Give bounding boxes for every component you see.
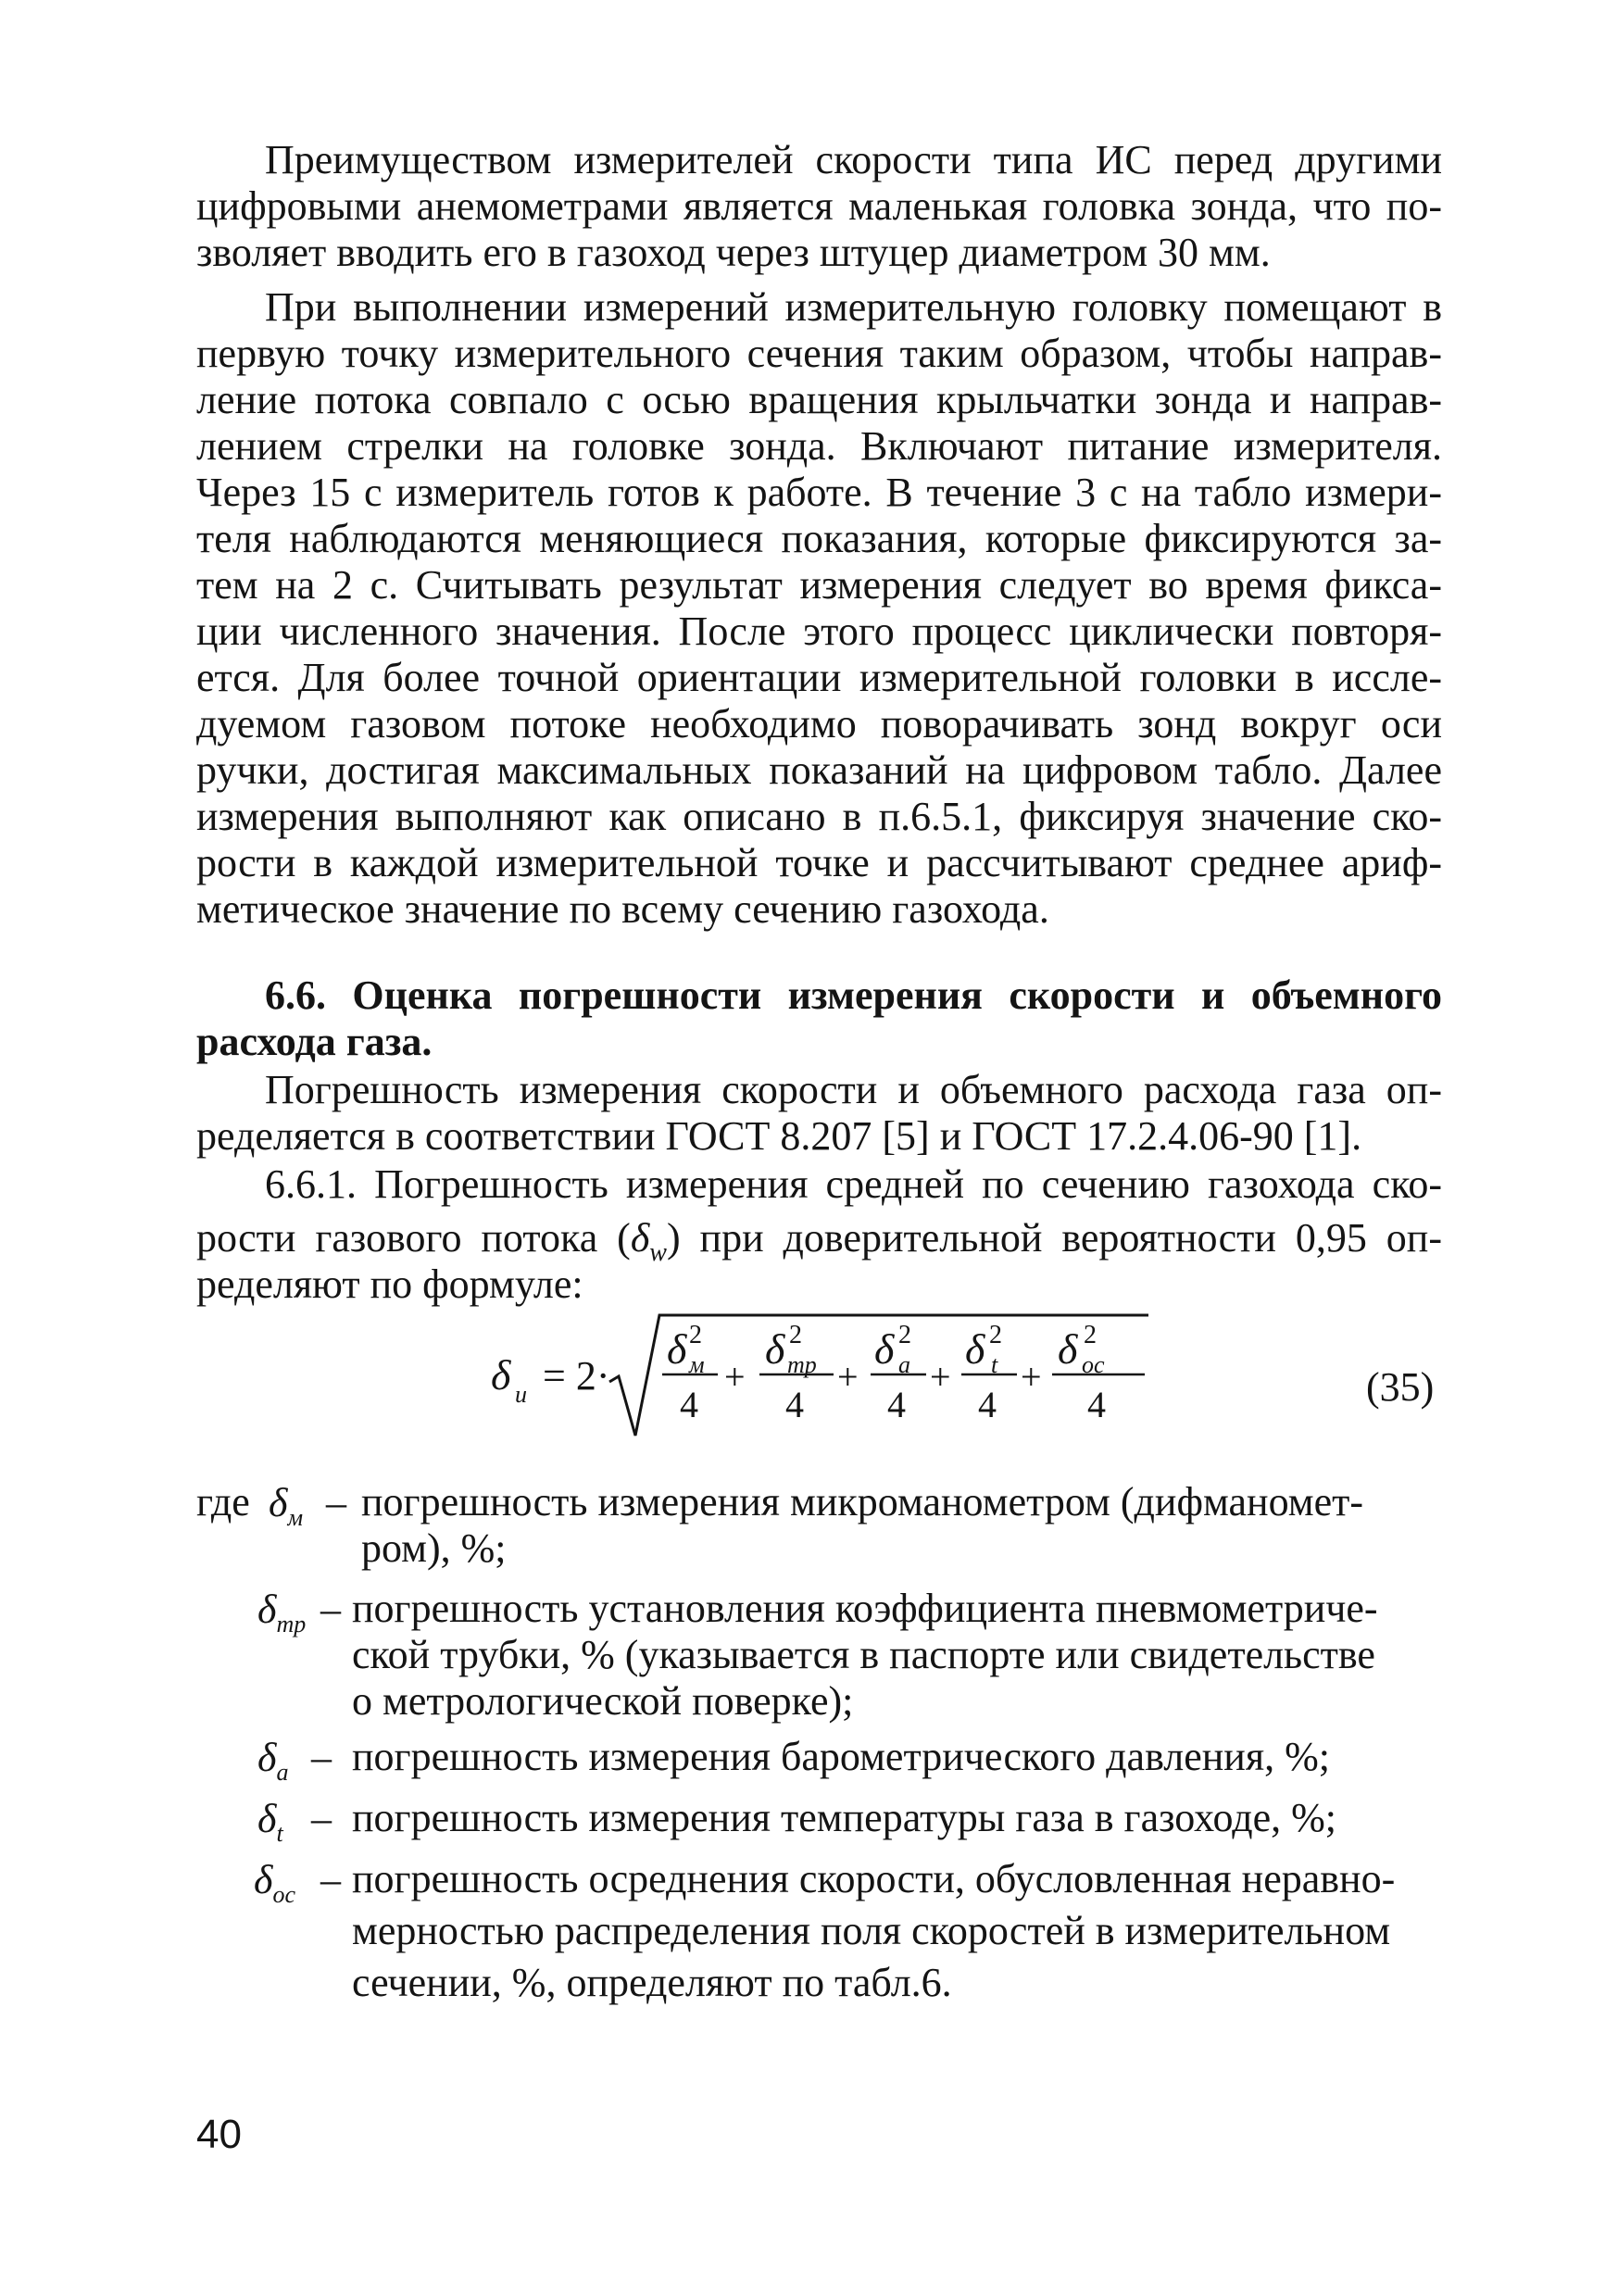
plus-sign: + (837, 1356, 859, 1398)
term-sub: t (991, 1351, 998, 1378)
text-line: ределяют по формуле: (196, 1261, 583, 1307)
def-symbol (257, 1795, 283, 1848)
def-dash: – (320, 1587, 341, 1632)
term-sub: м (689, 1351, 705, 1378)
text-line: измерения выполняют как описано в п.6.5.1, фиксируя значение ско- (196, 794, 1442, 839)
term-delta: δ (965, 1325, 985, 1373)
def-text-line: ром), %; (361, 1525, 507, 1571)
text-fragment: ) при доверительной вероятности 0,95 оп- (666, 1215, 1442, 1261)
plus-sign: + (1021, 1356, 1042, 1398)
term-delta: δ (667, 1325, 687, 1373)
formula-35 (491, 1297, 1158, 1473)
def-text-line: погрешность установления коэффициента пневмометриче- (352, 1586, 1378, 1631)
subscript: w (649, 1237, 667, 1267)
paragraph-3 (196, 1067, 1442, 1160)
text-line (196, 1208, 1442, 1267)
def-text-line: ской трубки, % (указывается в паспорте или свидетельстве (352, 1632, 1375, 1677)
paragraph-2 (196, 284, 1442, 933)
def-text-line: погрешность осреднения скорости, обусловленная неравно- (352, 1856, 1396, 1901)
def-dash: – (320, 1857, 341, 1902)
text-line: тем на 2 с. Считывать результат измерения следует во время фикса- (196, 562, 1442, 608)
term-den: 4 (680, 1384, 698, 1425)
text-line: цифровыми анемометрами является маленькая головка зонда, что по- (196, 183, 1442, 229)
delta-symbol: δ (257, 1587, 277, 1632)
heading-line: расхода газа. (196, 1019, 433, 1064)
term-den: 4 (1087, 1384, 1106, 1425)
def-text-line: о метрологической поверке); (352, 1678, 854, 1724)
def-dash: – (326, 1480, 346, 1525)
term-sup: 2 (1084, 1321, 1097, 1349)
term-den: 4 (785, 1384, 804, 1425)
term-sup: 2 (898, 1321, 911, 1349)
term-den: 4 (887, 1384, 906, 1425)
formula-coef: = 2· (543, 1353, 610, 1399)
text-line: первую точку измерительного сечения таким образом, чтобы направ- (196, 331, 1442, 376)
text-line: Погрешность измерения скорости и объемного расхода газа оп- (265, 1067, 1442, 1112)
delta-symbol: δ (257, 1796, 277, 1841)
text-line: зволяет вводить его в газоход через штуцер диаметром 30 мм. (196, 230, 1271, 275)
equation-number: (35) (1366, 1364, 1435, 1410)
text-line: При выполнении измерений измерительную головку помещают в (265, 284, 1442, 330)
text-line: 6.6.1. Погрешность измерения средней по сечению газохода ско- (265, 1161, 1442, 1207)
subscript: м (287, 1503, 304, 1531)
delta-symbol: δ (630, 1215, 650, 1261)
subscript: ос (272, 1880, 295, 1908)
text-line: ется. Для более точной ориентации измерительной головки в иссле- (196, 655, 1442, 700)
text-line: лением стрелки на головке зонда. Включают питание измерителя. (196, 423, 1442, 469)
paragraph-1 (196, 137, 1442, 276)
subscript: тр (276, 1610, 307, 1637)
text-line: ции численного значения. После этого процесс циклически повторя- (196, 609, 1442, 654)
def-symbol (254, 1856, 295, 1909)
delta-symbol: δ (269, 1480, 288, 1525)
term-den: 4 (978, 1384, 997, 1425)
term-delta: δ (874, 1325, 895, 1373)
paragraph-4 (196, 1161, 1442, 1308)
def-text-line: мерностью распределения поля скоростей в измерительном (352, 1908, 1391, 1953)
term-delta: δ (1058, 1325, 1078, 1373)
where-label: где (196, 1479, 250, 1524)
formula-lhs-delta: δ (491, 1351, 511, 1399)
term-sub: а (898, 1351, 910, 1378)
formula-lhs-sub: и (515, 1381, 527, 1408)
term-sup: 2 (989, 1321, 1002, 1349)
plus-sign: + (930, 1356, 951, 1398)
text-line: рости в каждой измерительной точке и рассчитывают среднее ариф- (196, 840, 1442, 885)
text-line: ределяется в соответствии ГОСТ 8.207 [5] и ГОСТ 17.2.4.06-90 [1]. (196, 1113, 1362, 1159)
def-text-line: погрешность измерения микроманометром (дифманомет- (361, 1479, 1363, 1524)
term-sup: 2 (789, 1321, 802, 1349)
text-line: ручки, достигая максимальных показаний на цифровом табло. Далее (196, 747, 1442, 793)
delta-symbol: δ (254, 1857, 273, 1902)
text-line: Преимуществом измерителей скорости типа ИС перед другими (265, 137, 1442, 182)
section-heading (196, 972, 1442, 1065)
text-line: дуемом газовом потоке необходимо поворачивать зонд вокруг оси (196, 701, 1442, 747)
def-dash: – (311, 1735, 332, 1780)
subscript: а (276, 1758, 289, 1786)
subscript: t (276, 1819, 283, 1847)
def-symbol (257, 1586, 306, 1638)
def-dash: – (311, 1796, 332, 1841)
heading-line: 6.6. Оценка погрешности измерения скорости и объемного (265, 972, 1442, 1018)
term-sub: ос (1082, 1351, 1105, 1378)
term-sup: 2 (689, 1321, 702, 1349)
def-symbol (269, 1479, 303, 1532)
delta-symbol: δ (257, 1735, 277, 1780)
def-text-line: сечении, %, определяют по табл.6. (352, 1960, 952, 2005)
term-delta: δ (765, 1325, 785, 1373)
term-sub: тр (787, 1351, 817, 1378)
def-text-line: погрешность измерения барометрического давления, %; (352, 1734, 1330, 1779)
text-line: ление потока совпало с осью вращения крыльчатки зонда и направ- (196, 377, 1442, 422)
def-symbol (257, 1734, 288, 1787)
def-text-line: погрешность измерения температуры газа в газоходе, %; (352, 1795, 1337, 1840)
text-line: теля наблюдаются меняющиеся показания, которые фиксируются за- (196, 516, 1442, 561)
text-line: Через 15 с измеритель готов к работе. В течение 3 с на табло измери- (196, 470, 1442, 515)
plus-sign: + (724, 1356, 746, 1398)
text-fragment: рости газового потока ( (196, 1215, 631, 1261)
text-line: метическое значение по всему сечению газохода. (196, 886, 1049, 932)
page-number: 40 (196, 2112, 242, 2157)
